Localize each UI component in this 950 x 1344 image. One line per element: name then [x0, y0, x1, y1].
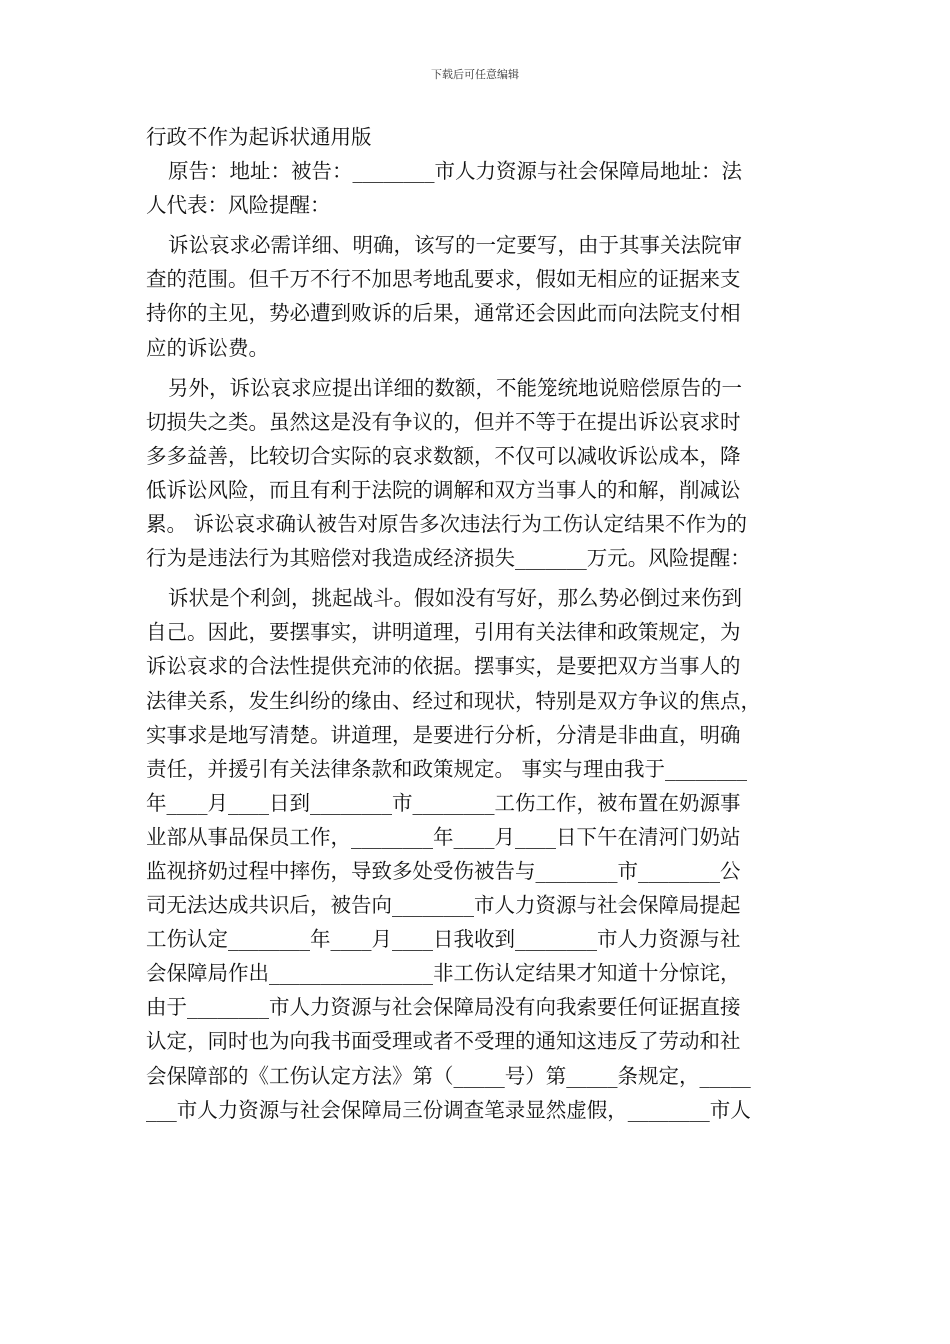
text-line: 诉状是个利剑，挑起战斗。假如没有写好，那么势必倒过来伤到 [168, 586, 742, 611]
text-line: 诉讼哀求必需详细、明确，该写的一定要写，由于其事关法院审 [168, 233, 742, 258]
text-line: 工伤认定________年____月____日我收到________市人力资源与社 [146, 927, 741, 952]
text-line: 自己。因此，要摆事实，讲明道理，引用有关法律和政策规定，为 [146, 620, 741, 645]
text-line: 法律关系，发生纠纷的缘由、经过和现状，特别是双方争议的焦点， [146, 688, 761, 713]
document-title: 行政不作为起诉状通用版 [146, 125, 372, 149]
text-line: 司无法达成共识后，被告向________市人力资源与社会保障局提起 [146, 893, 741, 918]
text-line: 人代表：风险提醒： [146, 193, 331, 218]
text-line: 会保障局作出________________非工伤认定结果才知道十分惊诧， [146, 961, 741, 986]
text-line: 低诉讼风险，而且有利于法院的调解和双方当事人的和解，削减讼 [146, 477, 741, 502]
text-line: 实事求是地写清楚。讲道理，是要进行分析，分清是非曲直，明确 [146, 722, 741, 747]
text-line: 会保障部的《工伤认定方法》第（_____号）第_____条规定，_____ [146, 1063, 751, 1088]
text-line: 切损失之类。虽然这是没有争议的，但并不等于在提出诉讼哀求时 [146, 409, 741, 434]
text-line: 应的诉讼费。 [146, 335, 269, 360]
page-header: 下载后可任意编辑 [431, 68, 519, 81]
text-line: 认定，同时也为向我书面受理或者不受理的通知这违反了劳动和社 [146, 1029, 741, 1054]
text-line: 行为是违法行为其赔偿对我造成经济损失_______万元。风险提醒： [146, 546, 751, 571]
text-line: 年____月____日到________市________工伤工作，被布置在奶源事 [146, 790, 741, 815]
text-line: 查的范围。但千万不行不加思考地乱要求，假如无相应的证据来支 [146, 267, 741, 292]
document-body [146, 120, 818, 1127]
text-line: 另外，诉讼哀求应提出详细的数额，不能笼统地说赔偿原告的一 [168, 375, 742, 400]
text-line: 业部从事品保员工作，________年____月____日下午在清河门奶站 [146, 824, 741, 849]
text-line: 由于________市人力资源与社会保障局没有向我索要任何证据直接 [146, 995, 741, 1020]
text-line: ___市人力资源与社会保障局三份调查笔录显然虚假，________市人 [146, 1097, 751, 1122]
text-line: 累。 诉讼哀求确认被告对原告多次违法行为工伤认定结果不作为的 [146, 512, 748, 537]
text-line: 监视挤奶过程中摔伤，导致多处受伤被告与________市________公 [146, 858, 741, 883]
text-line: 原告：地址：被告：________市人力资源与社会保障局地址：法 [168, 159, 742, 184]
text-line: 多多益善，比较切合实际的哀求数额，不仅可以减收诉讼成本，降 [146, 443, 741, 468]
text-line: 诉讼哀求的合法性提供充沛的依据。摆事实，是要把双方当事人的 [146, 654, 741, 679]
text-line: 责任，并援引有关法律条款和政策规定。 事实与理由我于________ [146, 756, 748, 781]
text-line: 持你的主见，势必遭到败诉的后果，通常还会因此而向法院支付相 [146, 301, 741, 326]
